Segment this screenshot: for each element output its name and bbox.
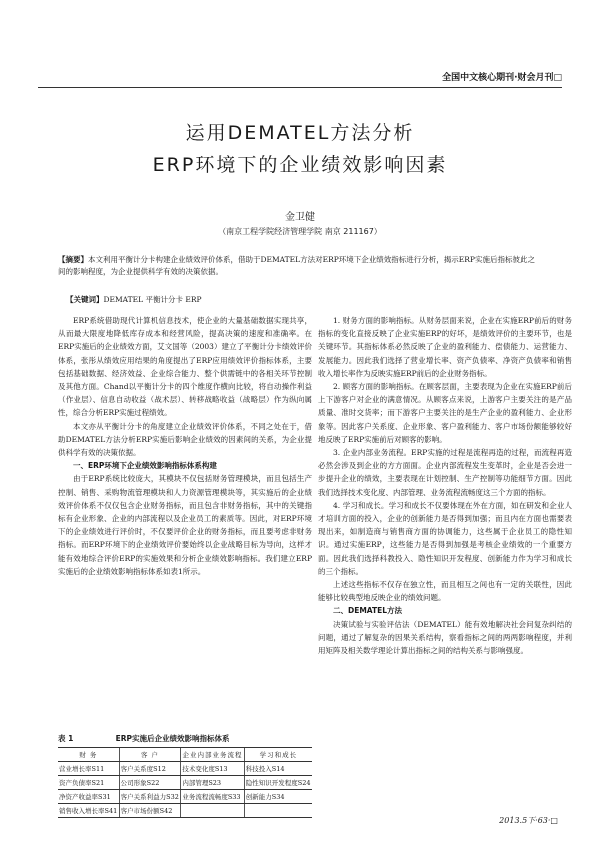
keywords-text: DEMATEL 平衡计分卡 ERP — [103, 295, 202, 304]
section-heading-1: 一、ERP环境下企业绩效影响指标体系构建 — [73, 461, 217, 471]
left-paragraph: 由于ERP系统比较庞大，其模块不仅包括财务管理模块，而且包括生产控制、销售、采购物流管理模块和人力资源管理模块等，其实施后的企业绩效评价体系不仅仅包含企业财务指标，而且包含非财务指标，其中的关键指标有企业形象、企业的内部流程以及企业员工的素质等。因此，对ERP环境下的企业绩效进行评价时，不仅要评价企业的财务指标，而且要考虑非财务指标。而ERP环境下的企业绩效评价要始终以企业战略目标为导向，这样才能有效地综合评价ERP的实施效果和分析企业绩效影响指标。我们建立ERP实施后的企业绩效影响指标体系如表1所示。 — [58, 474, 312, 576]
abstract-text: 本文利用平衡计分卡构建企业绩效评价体系，借助于DEMATEL方法对ERP环境下企业绩效指标进行分析，揭示ERP实施后指标彼此之间的影响程度，为企业提供科学有效的决策依据。 — [58, 255, 535, 276]
table-cell: 客户关系利益力S32 — [119, 790, 181, 804]
title-line-1: 运用DEMATEL方法分析 — [185, 122, 415, 144]
title-line-2: ERP环境下的企业绩效影响因素 — [152, 154, 448, 176]
table-caption — [58, 733, 312, 744]
table-row — [58, 804, 312, 818]
table-number: 表 1 — [58, 734, 74, 743]
right-paragraph: 3. 企业内部业务流程。ERP实施的过程是流程再造的过程，而流程再造必然会涉及到企业的方方面面。企业内部流程发生变革时，企业是否会进一步提升企业的绩效，主要表现在计划控制、生产控制等功能细节方面。因此我们选择技术变化度、内部管理、业务流程流畅度这三个方面的指标。 — [318, 448, 572, 497]
table-cell: 创新能力S34 — [244, 790, 312, 804]
table-cell: 客户市场份额S42 — [119, 804, 181, 818]
table-cell: 营业增长率S11 — [58, 762, 119, 776]
left-paragraph: 本文亦从平衡计分卡的角度建立企业绩效评价体系，不同之处在于，借助DEMATEL方法分析ERP实施后影响企业绩效的因素间的关系，为企业提供科学有效的决策依据。 — [58, 421, 312, 458]
table-cell: 销售收入增长率S41 — [58, 804, 119, 818]
table-cell: 内部管理S23 — [181, 776, 244, 790]
table-cell: 客户关系度S12 — [119, 762, 181, 776]
right-paragraph: 4. 学习和成长。学习和成长不仅要体现在外在方面，如在研发和企业人才培训方面的投入，企业的创新能力是否得到加强；而且内在方面也需要表现出来，如制造商与销售商方面的协调能力，这些属于企业员工的隐性知识。通过实施ERP，这些能力是否得到加强是考核企业绩效的一个重要方面。因此我们选择科教投入、隐性知识开发程度、创新能力作为学习和成长的三个指标。 — [318, 500, 572, 576]
author: 金卫健 — [285, 212, 315, 223]
page-footer: 2013.5下·63·□ — [499, 816, 558, 825]
left-paragraph: ERP系统借助现代计算机信息技术，使企业的大量基础数据实现共享，从而最大限度地降低库存成本和经营风险，提高决策的速度和准确率。在ERP实施后的企业绩效方面，艾文国等（2003）建立了平衡计分卡绩效评价体系，张彤从绩效应用结果的角度提出了ERP应用绩效评价指标体系，主要包括基础数据、经济效益、企业综合能力、整个供需链中的各相关环节控制及其他方面。Chand以平衡计分卡的四个维度作横向比较，将自动操作利益（作业层）、信息自动收益（战术层）、转移战略收益（战略层）作为纵向属性，综合分析ERP实施过程绩效。 — [58, 316, 312, 418]
affiliation: （南京工程学院经济管理学院 南京 211167） — [218, 227, 382, 236]
right-column — [318, 314, 572, 657]
table-header: 财 务 — [58, 748, 119, 762]
section-heading-2: 二、DEMATEL方法 — [333, 606, 403, 616]
table-cell: 资产负债率S21 — [58, 776, 119, 790]
table-cell: 科技投入S14 — [244, 762, 312, 776]
table-cell: 业务流程流畅度S33 — [181, 790, 244, 804]
table-header: 客 户 — [119, 748, 181, 762]
table-cell — [244, 804, 312, 818]
header-rule — [38, 87, 562, 88]
table-row — [58, 776, 312, 790]
table-cell: 净资产收益率S31 — [58, 790, 119, 804]
right-paragraph: 1. 财务方面的影响指标。从财务层面来说，企业在实施ERP前后的财务指标的变化直接反映了企业实施ERP的好坏，是绩效评价的主要环节，也是关键环节。其指标体系必然反映了企业的盈利能力、偿债能力、运营能力、发展能力。因此我们选择了营业增长率、资产负债率、净资产负债率和销售收入增长率作为反映实施ERP前后的企业财务指标。 — [318, 316, 572, 378]
table-row — [58, 790, 312, 804]
table-title: ERP实施后企业绩效影响指标体系 — [115, 734, 230, 743]
indicator-table — [58, 747, 312, 818]
journal-header: 全国中文核心期刊·财会月刊□ — [442, 73, 562, 83]
right-paragraph: 上述这些指标不仅存在独立性，而且相互之间也有一定的关联性，因此能够比较典型地反映企业的绩效问题。 — [318, 580, 572, 603]
table-header: 学习和成长 — [244, 748, 312, 762]
abstract — [58, 254, 542, 278]
table-cell — [181, 804, 244, 818]
table-row — [58, 762, 312, 776]
table-header: 企业内部业务流程 — [181, 748, 244, 762]
table-cell: 隐性知识开发程度S24 — [244, 776, 312, 790]
keywords-label: 【关键词】 — [66, 295, 104, 304]
table-cell: 技术变化度S13 — [181, 762, 244, 776]
keywords — [66, 294, 542, 306]
abstract-label: 【摘要】 — [58, 255, 88, 264]
table-header-row — [58, 748, 312, 762]
left-column — [58, 314, 312, 578]
table-cell: 公司形象S22 — [119, 776, 181, 790]
right-paragraph: 决策试验与实验评估法（DEMATEL）能有效地解决社会问复杂纠结的问题，通过了解复杂的因果关系结构，察看指标之间的两两影响程度，并利用矩阵及相关数学理论计算出指标之间的结构关系与影响强度。 — [318, 619, 572, 656]
right-paragraph: 2. 顾客方面的影响指标。在顾客层面，主要表现为企业在实施ERP前后上下游客户对企业的满意情况。从顾客点来说，上游客户主要关注的是产品质量、准时交货率；而下游客户主要关注的是生产企业的盈利能力、企业形象等。因此客户关系度、企业形象、客户盈利能力、客户市场份额能够较好地反映了ERP实施前后对顾客的影响。 — [318, 382, 572, 444]
